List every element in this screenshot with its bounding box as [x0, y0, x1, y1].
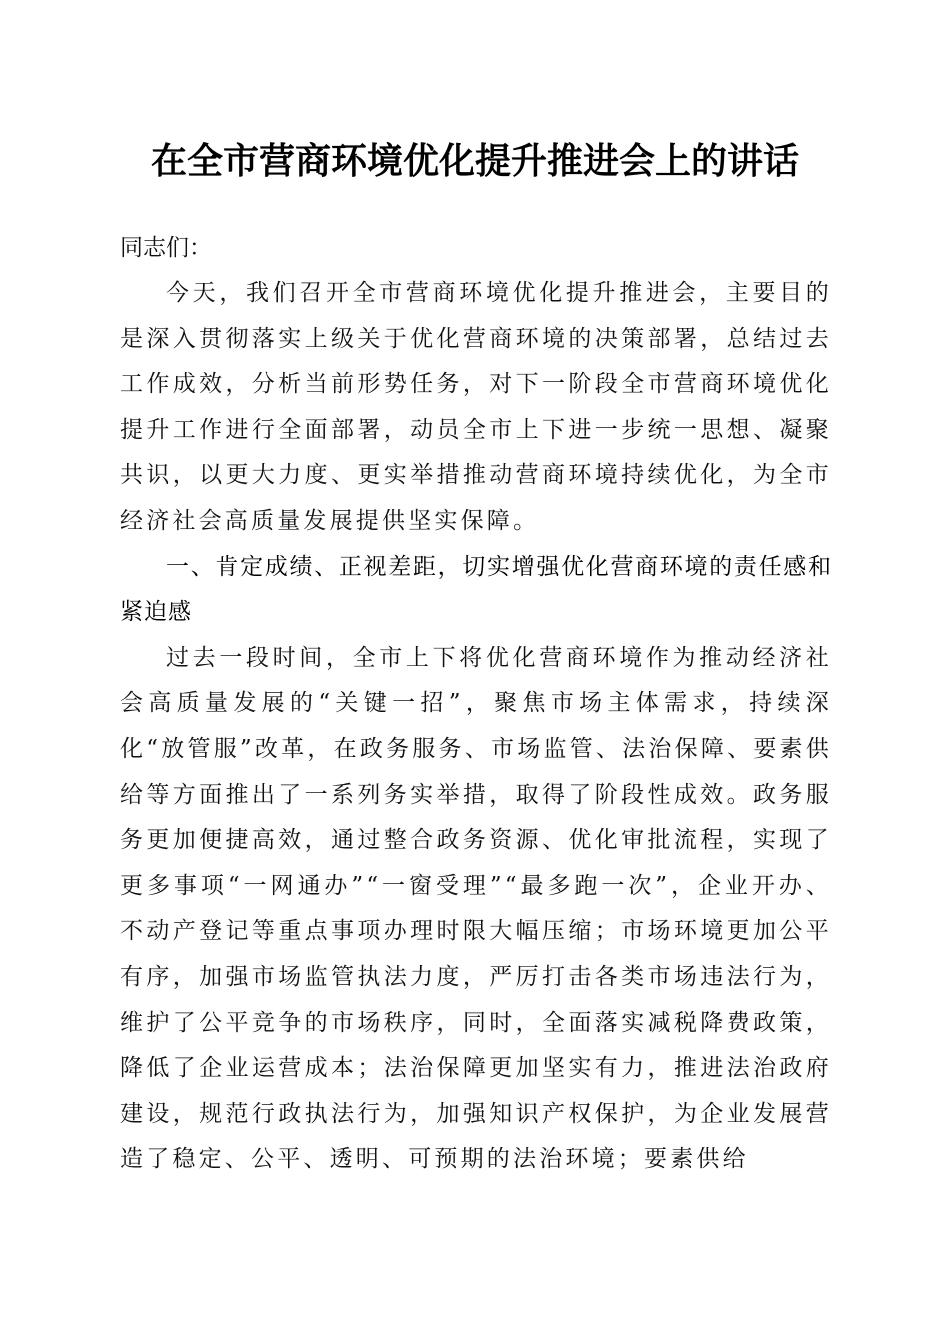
section-heading-1: 一、肯定成绩、正视差距，切实增强优化营商环境的责任感和紧迫感	[120, 553, 832, 626]
document-title: 在全市营商环境优化提升推进会上的讲话	[150, 140, 799, 182]
intro-paragraph: 今天，我们召开全市营商环境优化提升推进会，主要目的是深入贯彻落实上级关于优化营商环境的决策部署，总结过去工作成效，分析当前形势任务，对下一阶段全市营商环境优化提升工作进行全面部署，动员全市上下进一步统一思想、凝聚共识，以更大力度、更实举措推动营商环境持续优化，为全市经济社会高质量发展提供坚实保障。	[120, 280, 832, 534]
salutation: 同志们：	[120, 235, 212, 261]
document-body	[120, 226, 832, 1183]
section-1-paragraph: 过去一段时间，全市上下将优化营商环境作为推动经济社会高质量发展的“关键一招”，聚焦市场主体需求，持续深化“放管服”改革，在政务服务、市场监管、法治保障、要素供给等方面推出了一系列务实举措，取得了阶段性成效。政务服务更加便捷高效，通过整合政务资源、优化审批流程，实现了更多事项“一网通办”“一窗受理”“最多跑一次”，企业开办、不动产登记等重点事项办理时限大幅压缩；市场环境更加公平有序，加强市场监管执法力度，严厉打击各类市场违法行为，维护了公平竞争的市场秩序，同时，全面落实减税降费政策，降低了企业运营成本；法治保障更加坚实有力，推进法治政府建设，规范行政执法行为，加强知识产权保护，为企业发展营造了稳定、公平、透明、可预期的法治环境；要素供给	[120, 644, 832, 1173]
